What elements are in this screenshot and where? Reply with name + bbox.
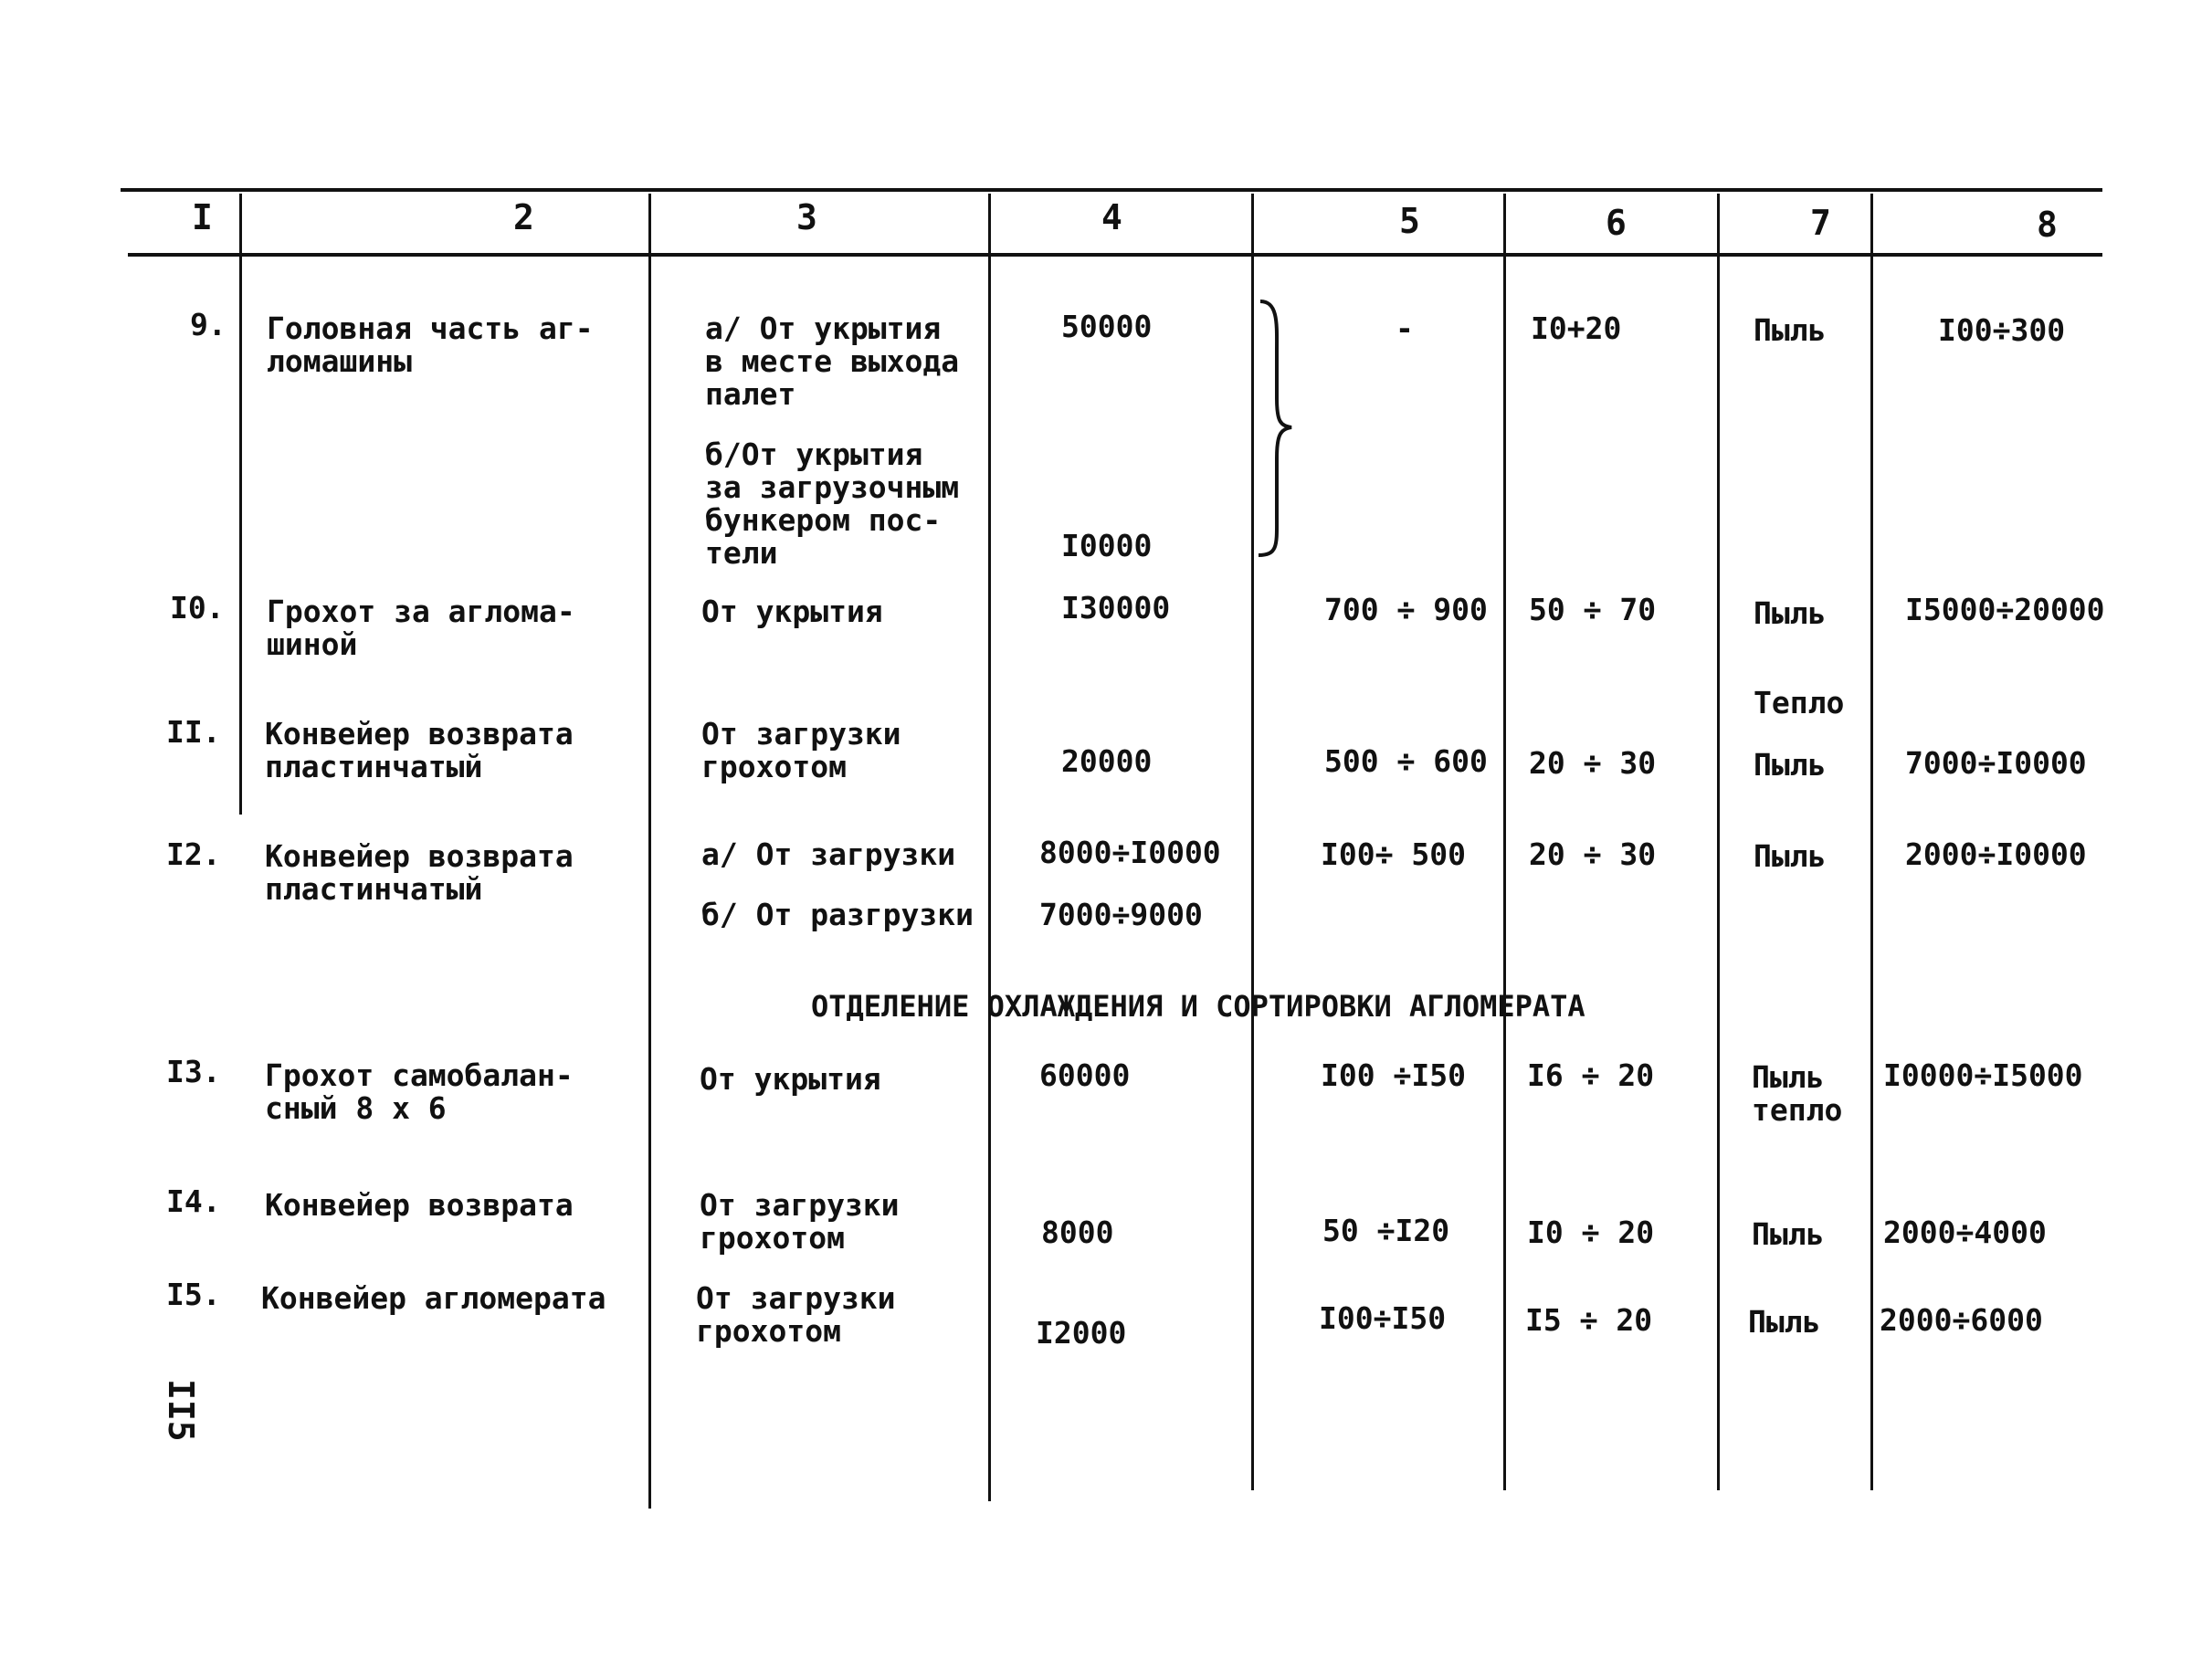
row-9-source-a: а/ От укрытия в месте выхода палет [705,310,960,412]
row-12-name: Конвейер возврата пластинчатый [265,838,574,907]
row-13-number: I3. [166,1054,221,1089]
row-11-col7: Пыль [1754,747,1827,783]
row-10-number: I0. [170,590,225,626]
row-10-source: От укрытия [701,594,883,629]
row-14-name: Конвейер возврата [265,1187,574,1223]
header-col-8: 8 [2037,205,2058,245]
row-10-col7: Пыль [1754,595,1827,631]
header-col-4: 4 [1101,197,1122,237]
row-11-name: Конвейер возврата пластинчатый [265,716,574,784]
row-9-name: Головная часть аг- ломашины [267,310,594,379]
row-11-col8: 7000÷I0000 [1905,745,2087,781]
row-13-col6: I6 ÷ 20 [1527,1057,1655,1093]
header-col-2: 2 [513,197,534,237]
row-10-col8: I5000÷20000 [1905,592,2105,627]
row-10-volume: I30000 [1061,590,1171,626]
row-11-number: II. [166,714,221,750]
header-col-1: I [192,197,213,237]
row-13-col5: I00 ÷I50 [1321,1057,1466,1093]
row-9-volume-b: I0000 [1061,528,1153,563]
row-15-number: I5. [166,1277,221,1312]
row-9-col8: I00÷300 [1938,312,2066,348]
row-9-col6: I0+20 [1531,310,1622,346]
row-12-volume-b: 7000÷9000 [1039,897,1203,932]
page-number: II5 [161,1379,201,1442]
header-col-3: 3 [796,197,817,237]
row-15-source: От загрузки грохотом [696,1280,896,1349]
row-14-col7: Пыль [1752,1216,1825,1252]
row-9-col7: Пыль [1754,312,1827,348]
header-col-6: 6 [1606,203,1627,243]
row-12-col8: 2000÷I0000 [1905,836,2087,872]
row-12-col5: I00÷ 500 [1321,836,1466,872]
row-12-source-a: а/ От загрузки [701,836,956,872]
row-14-volume: 8000 [1041,1215,1114,1250]
section-title: ОТДЕЛЕНИЕ ОХЛАЖДЕНИЯ И СОРТИРОВКИ АГЛОМЕРАТА [811,989,1585,1024]
row-9-col5: - [1396,310,1414,346]
row-12-col7: Пыль [1754,838,1827,874]
row-14-number: I4. [166,1183,221,1219]
row-14-source: От загрузки грохотом [700,1187,900,1256]
row-11-col5: 500 ÷ 600 [1324,743,1488,779]
row-10-col6: 50 ÷ 70 [1529,592,1657,627]
row-13-col7: Пыль тепло [1752,1059,1843,1128]
row-12-col6: 20 ÷ 30 [1529,836,1657,872]
row-12-number: I2. [166,836,221,872]
row-15-col7: Пыль [1748,1304,1821,1340]
header-col-5: 5 [1399,201,1420,241]
row-15-volume: I2000 [1036,1315,1127,1351]
row-15-col6: I5 ÷ 20 [1525,1302,1653,1338]
column-divider-7 [1870,194,1873,1490]
header-col-7: 7 [1810,203,1831,243]
row-12-volume-a: 8000÷I0000 [1039,835,1221,870]
column-divider-6 [1717,194,1720,1490]
row-12-source-b: б/ От разгрузки [701,897,974,932]
row-9-number: 9. [190,307,226,342]
table-top-rule [121,188,2102,192]
column-divider-1 [239,194,242,815]
row-14-col5: 50 ÷I20 [1322,1213,1450,1248]
row-9-brace [1251,298,1297,559]
row-11-source: От загрузки грохотом [701,716,901,784]
row-15-col5: I00÷I50 [1319,1300,1447,1336]
row-10-col5: 700 ÷ 900 [1324,592,1488,627]
column-divider-5 [1503,194,1506,1490]
row-14-col6: I0 ÷ 20 [1527,1215,1655,1250]
row-15-name: Конвейер агломерата [261,1280,606,1316]
table-header-rule [128,253,2102,257]
row-9-source-b: б/От укрытия за загрузочным бункером пос- тели [705,436,960,571]
row-13-col8: I0000÷I5000 [1883,1057,2083,1093]
column-divider-2 [648,194,651,1509]
row-10-col7-extra: Тепло [1754,685,1845,720]
row-14-col8: 2000÷4000 [1883,1215,2047,1250]
row-13-source: От укрытия [700,1061,881,1097]
row-13-name: Грохот самобалан- сный 8 х 6 [265,1057,574,1126]
row-11-col6: 20 ÷ 30 [1529,745,1657,781]
row-11-volume: 20000 [1061,743,1153,779]
column-divider-3 [988,194,991,1501]
row-10-name: Грохот за аглома- шиной [267,594,575,662]
row-9-volume-a: 50000 [1061,309,1153,344]
row-13-volume: 60000 [1039,1057,1131,1093]
row-15-col8: 2000÷6000 [1880,1302,2043,1338]
